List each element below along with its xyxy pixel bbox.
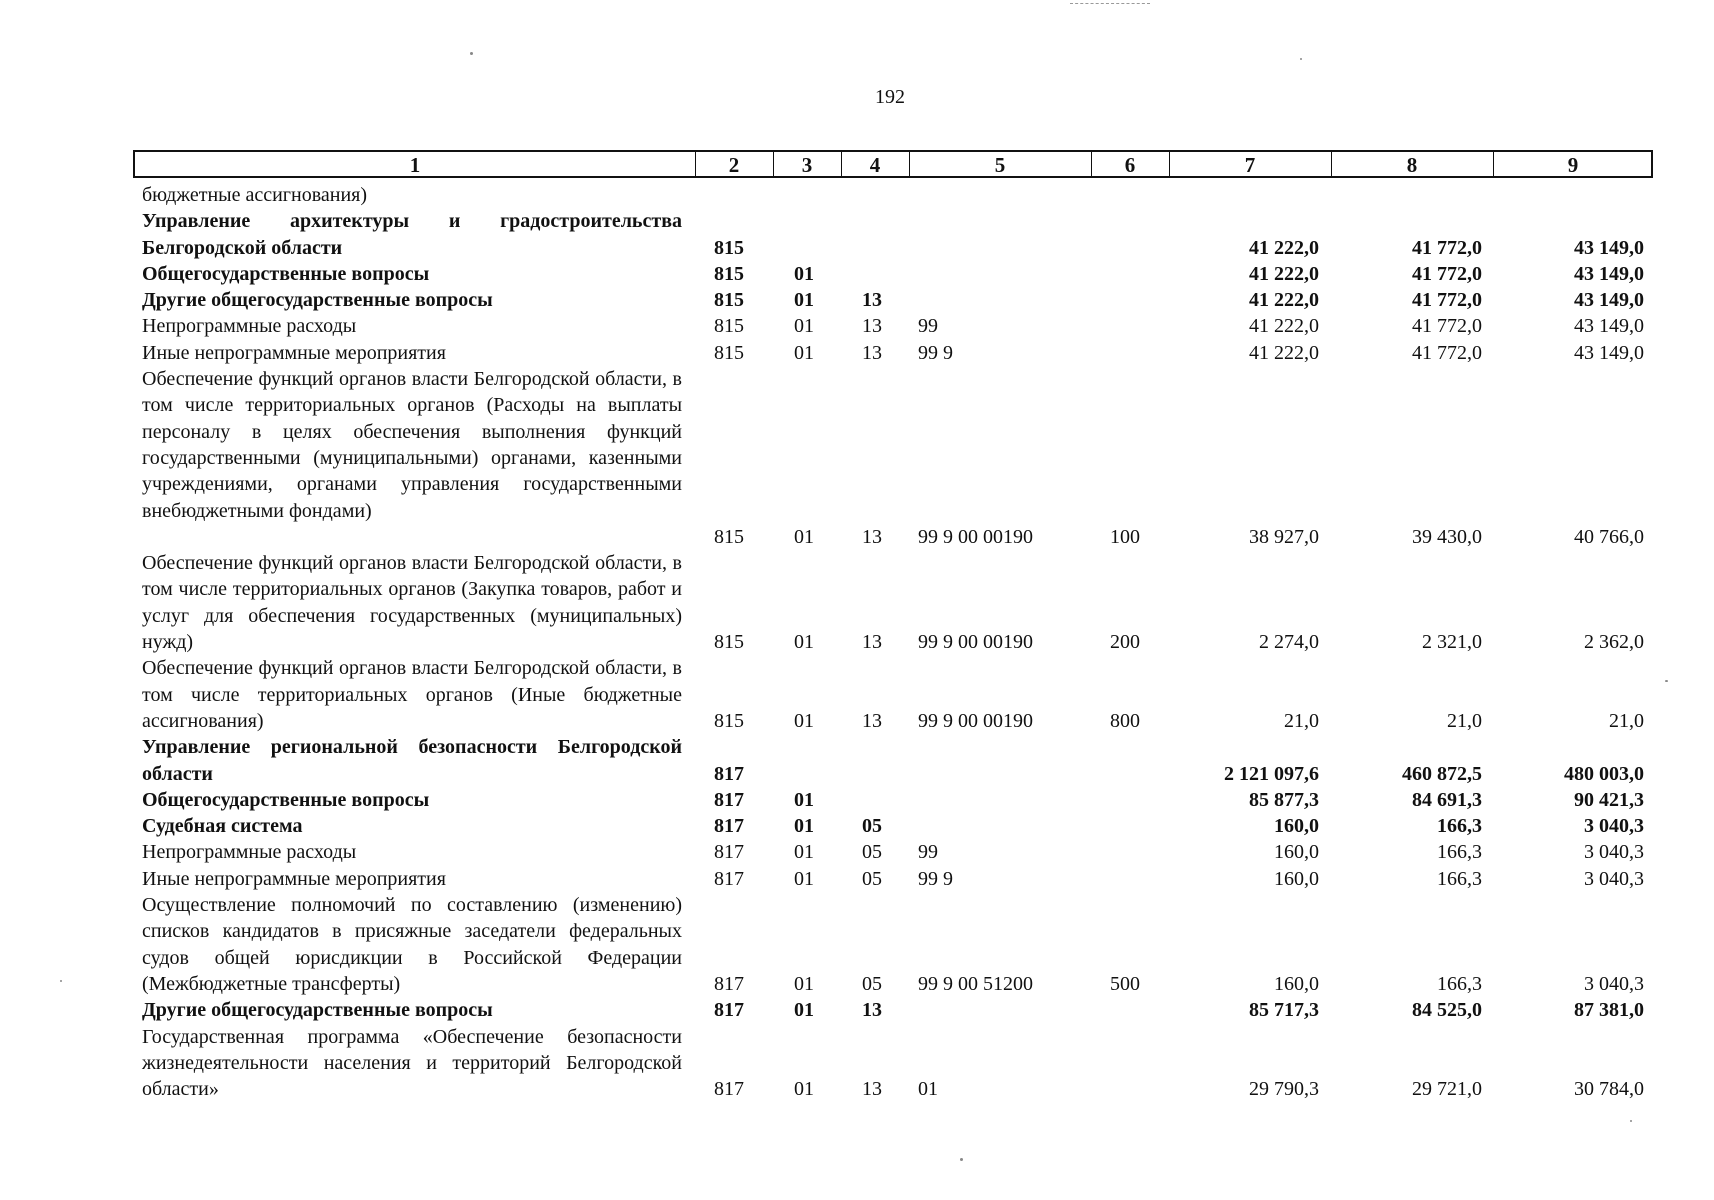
row-amount-col7: 85 717,3 bbox=[1249, 999, 1319, 1022]
row-amount-col9: 3 040,3 bbox=[1584, 972, 1644, 995]
row-code-section: 01 bbox=[794, 262, 814, 285]
row-code-section: 01 bbox=[794, 709, 814, 732]
row-amount-col8: 2 321,0 bbox=[1422, 631, 1482, 654]
row-code-section: 01 bbox=[794, 631, 814, 654]
row-amount-col7: 160,0 bbox=[1274, 972, 1319, 995]
row-code-admin: 817 bbox=[714, 762, 744, 785]
row-amount-col9: 2 362,0 bbox=[1584, 631, 1644, 654]
row-code-subsection: 13 bbox=[862, 709, 882, 732]
row-code-subsection: 05 bbox=[862, 815, 882, 838]
row-code-target: 99 bbox=[918, 315, 938, 338]
row-code-target: 99 9 00 00190 bbox=[918, 709, 1033, 732]
scan-speck bbox=[470, 52, 473, 55]
row-amount-col7: 160,0 bbox=[1274, 867, 1319, 890]
row-amount-col7: 41 222,0 bbox=[1249, 262, 1319, 285]
row-description: Общегосударственные вопросы bbox=[142, 262, 430, 285]
row-code-admin: 817 bbox=[714, 972, 744, 995]
row-code-subsection: 13 bbox=[862, 341, 882, 364]
scan-artifact-line bbox=[1070, 3, 1150, 4]
header-col-4: 4 bbox=[869, 153, 881, 177]
row-amount-col8: 166,3 bbox=[1437, 841, 1482, 864]
row-code-admin: 815 bbox=[714, 262, 744, 285]
row-code-section: 01 bbox=[794, 341, 814, 364]
row-code-target: 99 bbox=[918, 841, 938, 864]
row-description: Общегосударственные вопросы bbox=[142, 788, 430, 811]
row-amount-col9: 21,0 bbox=[1609, 709, 1644, 732]
table-row bbox=[0, 866, 1714, 892]
row-amount-col8: 41 772,0 bbox=[1412, 315, 1482, 338]
header-divider bbox=[841, 152, 842, 176]
table-row bbox=[0, 313, 1714, 339]
row-code-admin: 817 bbox=[714, 815, 744, 838]
row-code-section: 01 bbox=[794, 315, 814, 338]
row-amount-col7: 2 121 097,6 bbox=[1224, 762, 1319, 785]
row-amount-col8: 41 772,0 bbox=[1412, 289, 1482, 312]
table-row bbox=[0, 734, 1714, 787]
row-code-expense-type: 500 bbox=[1110, 972, 1140, 995]
row-amount-col7: 21,0 bbox=[1284, 709, 1319, 732]
page-number: 192 bbox=[875, 86, 905, 108]
row-code-subsection: 13 bbox=[862, 999, 882, 1022]
row-description: Осуществление полномочий по составлению (изменению) списков кандидатов в присяжные заседатели федеральных судов общей юрисдикции в Российской Федерации (Межбюджетные трансферты) bbox=[142, 894, 682, 995]
row-amount-col9: 43 149,0 bbox=[1574, 236, 1644, 259]
row-amount-col8: 29 721,0 bbox=[1412, 1078, 1482, 1101]
table-row bbox=[0, 366, 1714, 550]
row-amount-col8: 41 772,0 bbox=[1412, 236, 1482, 259]
row-amount-col8: 460 872,5 bbox=[1402, 762, 1482, 785]
row-amount-col9: 3 040,3 bbox=[1584, 867, 1644, 890]
scan-speck bbox=[1300, 58, 1302, 60]
row-amount-col8: 166,3 bbox=[1437, 815, 1482, 838]
row-description: Судебная система bbox=[142, 815, 303, 838]
table-row bbox=[0, 997, 1714, 1023]
table-header bbox=[133, 150, 1653, 178]
row-code-admin: 815 bbox=[714, 341, 744, 364]
row-code-admin: 815 bbox=[714, 236, 744, 259]
row-code-subsection: 05 bbox=[862, 972, 882, 995]
row-code-subsection: 13 bbox=[862, 1078, 882, 1101]
header-col-3: 3 bbox=[801, 153, 813, 177]
row-amount-col7: 41 222,0 bbox=[1249, 341, 1319, 364]
row-code-section: 01 bbox=[794, 815, 814, 838]
header-divider bbox=[1169, 152, 1170, 176]
scan-speck bbox=[960, 1158, 963, 1161]
row-code-admin: 815 bbox=[714, 315, 744, 338]
table-row bbox=[0, 892, 1714, 997]
row-code-admin: 815 bbox=[714, 289, 744, 312]
table-row bbox=[0, 208, 1714, 261]
row-description: Непрограммные расходы bbox=[142, 841, 357, 864]
header-divider bbox=[1091, 152, 1092, 176]
table-row bbox=[0, 787, 1714, 813]
row-code-admin: 817 bbox=[714, 999, 744, 1022]
row-code-subsection: 05 bbox=[862, 867, 882, 890]
row-amount-col9: 30 784,0 bbox=[1574, 1078, 1644, 1101]
scan-speck bbox=[1665, 680, 1668, 682]
row-amount-col7: 41 222,0 bbox=[1249, 315, 1319, 338]
header-divider bbox=[695, 152, 696, 176]
row-code-admin: 817 bbox=[714, 841, 744, 864]
header-divider bbox=[909, 152, 910, 176]
row-amount-col9: 3 040,3 bbox=[1584, 841, 1644, 864]
row-amount-col8: 166,3 bbox=[1437, 972, 1482, 995]
row-amount-col9: 43 149,0 bbox=[1574, 289, 1644, 312]
header-col-2: 2 bbox=[728, 153, 740, 177]
row-description: Иные непрограммные мероприятия bbox=[142, 341, 446, 364]
row-amount-col9: 3 040,3 bbox=[1584, 815, 1644, 838]
row-code-section: 01 bbox=[794, 289, 814, 312]
row-code-section: 01 bbox=[794, 841, 814, 864]
row-amount-col7: 41 222,0 bbox=[1249, 289, 1319, 312]
header-col-6: 6 bbox=[1124, 153, 1136, 177]
row-amount-col7: 160,0 bbox=[1274, 815, 1319, 838]
header-col-9: 9 bbox=[1567, 153, 1579, 177]
row-code-admin: 815 bbox=[714, 709, 744, 732]
table-row bbox=[0, 261, 1714, 287]
table-row bbox=[0, 182, 1714, 208]
row-code-admin: 815 bbox=[714, 631, 744, 654]
row-code-admin: 817 bbox=[714, 867, 744, 890]
row-amount-col7: 2 274,0 bbox=[1259, 631, 1319, 654]
row-amount-col9: 43 149,0 bbox=[1574, 341, 1644, 364]
row-amount-col9: 40 766,0 bbox=[1574, 525, 1644, 548]
row-description: Обеспечение функций органов власти Белгородской области, в том числе территориальных органов (Закупка товаров, работ и услуг для обеспечения государственных (муниципальных) нужд) bbox=[142, 552, 682, 654]
row-code-target: 99 9 00 00190 bbox=[918, 631, 1033, 654]
scan-speck bbox=[60, 980, 62, 982]
row-amount-col8: 84 691,3 bbox=[1412, 788, 1482, 811]
table-row bbox=[0, 550, 1714, 655]
row-amount-col8: 21,0 bbox=[1447, 709, 1482, 732]
table-row bbox=[0, 287, 1714, 313]
header-divider bbox=[1493, 152, 1494, 176]
row-code-target: 99 9 bbox=[918, 867, 953, 890]
row-description: Обеспечение функций органов власти Белгородской области, в том числе территориальных органов (Иные бюджетные ассигнования) bbox=[142, 657, 682, 732]
row-code-section: 01 bbox=[794, 525, 814, 548]
row-description: Иные непрограммные мероприятия bbox=[142, 867, 446, 890]
row-code-subsection: 13 bbox=[862, 289, 882, 312]
table-row bbox=[0, 340, 1714, 366]
row-amount-col9: 43 149,0 bbox=[1574, 262, 1644, 285]
row-amount-col8: 39 430,0 bbox=[1412, 525, 1482, 548]
row-code-expense-type: 200 bbox=[1110, 631, 1140, 654]
table-row bbox=[0, 1024, 1714, 1103]
header-col-1: 1 bbox=[409, 153, 421, 177]
row-code-admin: 817 bbox=[714, 788, 744, 811]
row-code-subsection: 05 bbox=[862, 841, 882, 864]
row-code-target: 99 9 00 51200 bbox=[918, 972, 1033, 995]
row-description: Управление региональной безопасности Белгородской области bbox=[142, 736, 682, 785]
row-code-subsection: 13 bbox=[862, 631, 882, 654]
row-code-section: 01 bbox=[794, 972, 814, 995]
row-code-expense-type: 100 bbox=[1110, 525, 1140, 548]
row-code-section: 01 bbox=[794, 1078, 814, 1101]
row-amount-col7: 38 927,0 bbox=[1249, 525, 1319, 548]
scan-speck bbox=[1630, 1120, 1632, 1122]
header-col-7: 7 bbox=[1244, 153, 1256, 177]
row-amount-col7: 29 790,3 bbox=[1249, 1078, 1319, 1101]
row-code-section: 01 bbox=[794, 999, 814, 1022]
row-description: Другие общегосударственные вопросы bbox=[142, 289, 493, 312]
row-amount-col8: 84 525,0 bbox=[1412, 999, 1482, 1022]
table-row bbox=[0, 813, 1714, 839]
table-row bbox=[0, 655, 1714, 734]
row-description: Другие общегосударственные вопросы bbox=[142, 999, 493, 1022]
header-col-5: 5 bbox=[994, 153, 1006, 177]
row-description: Управление архитектуры и градостроительства Белгородской области bbox=[142, 210, 682, 259]
row-amount-col9: 43 149,0 bbox=[1574, 315, 1644, 338]
row-code-admin: 815 bbox=[714, 525, 744, 548]
row-description: Государственная программа «Обеспечение безопасности жизнедеятельности населения и территорий Белгородской области» bbox=[142, 1025, 682, 1101]
row-code-admin: 817 bbox=[714, 1078, 744, 1101]
row-code-expense-type: 800 bbox=[1110, 709, 1140, 732]
header-divider bbox=[1331, 152, 1332, 176]
row-description: бюджетные ассигнования) bbox=[142, 184, 368, 206]
header-divider bbox=[773, 152, 774, 176]
row-code-target: 99 9 bbox=[918, 341, 953, 364]
row-description: Непрограммные расходы bbox=[142, 315, 357, 338]
row-amount-col8: 41 772,0 bbox=[1412, 341, 1482, 364]
row-amount-col8: 41 772,0 bbox=[1412, 262, 1482, 285]
row-amount-col9: 480 003,0 bbox=[1564, 762, 1644, 785]
row-code-subsection: 13 bbox=[862, 525, 882, 548]
header-col-8: 8 bbox=[1406, 153, 1418, 177]
row-code-subsection: 13 bbox=[862, 315, 882, 338]
table-row bbox=[0, 839, 1714, 865]
row-amount-col9: 87 381,0 bbox=[1574, 999, 1644, 1022]
row-amount-col8: 166,3 bbox=[1437, 867, 1482, 890]
row-description: Обеспечение функций органов власти Белгородской области, в том числе территориальных органов (Расходы на выплаты персоналу в целях обеспечения выполнения функций государственными (муниципальными) органами, казенными учреждениями, органами управления государственными внебюджетными фондами) bbox=[142, 368, 682, 522]
row-amount-col7: 160,0 bbox=[1274, 841, 1319, 864]
row-code-target: 99 9 00 00190 bbox=[918, 525, 1033, 548]
row-amount-col7: 41 222,0 bbox=[1249, 236, 1319, 259]
row-code-section: 01 bbox=[794, 867, 814, 890]
budget-table-body bbox=[0, 182, 1714, 1102]
row-amount-col7: 85 877,3 bbox=[1249, 788, 1319, 811]
row-code-section: 01 bbox=[794, 788, 814, 811]
row-code-target: 01 bbox=[918, 1078, 938, 1101]
row-amount-col9: 90 421,3 bbox=[1574, 788, 1644, 811]
